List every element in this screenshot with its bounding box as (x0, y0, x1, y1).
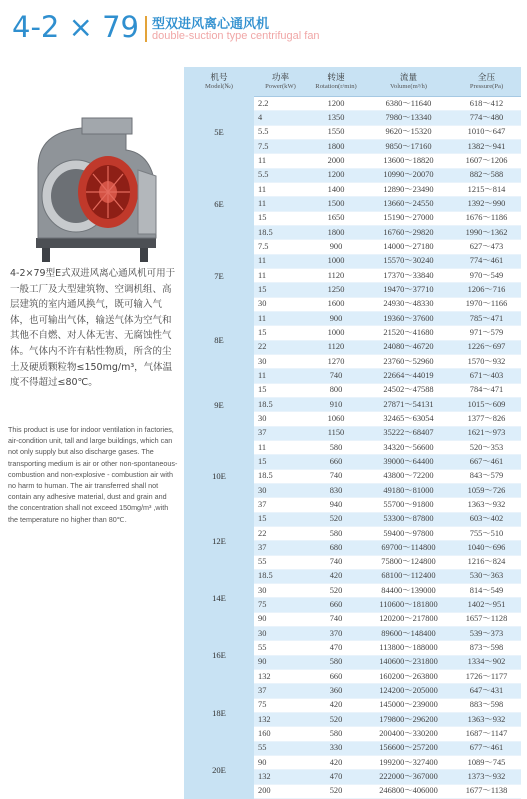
power-cell: 30 (254, 412, 307, 426)
rotation-cell: 580 (307, 655, 365, 669)
model-cell: 9E (184, 369, 254, 441)
model-cell: 18E (184, 684, 254, 741)
rotation-cell: 1060 (307, 412, 365, 426)
power-cell: 18.5 (254, 569, 307, 583)
rotation-cell: 520 (307, 713, 365, 727)
power-cell: 132 (254, 670, 307, 684)
power-cell: 11 (254, 369, 307, 383)
volume-cell: 9620～15320 (365, 125, 452, 139)
pressure-cell: 774～480 (452, 111, 521, 125)
power-cell: 7.5 (254, 139, 307, 153)
volume-cell: 9850～17160 (365, 139, 452, 153)
volume-cell: 68100～112400 (365, 569, 452, 583)
power-cell: 30 (254, 297, 307, 311)
table-row (184, 369, 521, 383)
pressure-cell: 1726～1177 (452, 670, 521, 684)
pressure-cell: 755～510 (452, 526, 521, 540)
rotation-cell: 910 (307, 397, 365, 411)
header-volume (365, 67, 452, 97)
table-row (184, 512, 521, 526)
model-cell: 7E (184, 240, 254, 312)
rotation-cell: 900 (307, 240, 365, 254)
table-row (184, 684, 521, 698)
rotation-cell: 1200 (307, 168, 365, 182)
title-divider (145, 16, 147, 42)
power-cell: 5.5 (254, 125, 307, 139)
table-header-row (184, 67, 521, 97)
volume-cell: 24502～47588 (365, 383, 452, 397)
volume-cell: 12890～23490 (365, 182, 452, 196)
pressure-cell: 1676～1186 (452, 211, 521, 225)
rotation-cell: 1350 (307, 111, 365, 125)
volume-cell: 16760～29820 (365, 225, 452, 239)
pressure-cell: 784～471 (452, 383, 521, 397)
pressure-cell: 1363～932 (452, 713, 521, 727)
volume-cell: 43800～72200 (365, 469, 452, 483)
power-cell: 18.5 (254, 225, 307, 239)
header-volume-en: Volume(m³/h) (389, 82, 428, 90)
power-cell: 11 (254, 311, 307, 325)
rotation-cell: 360 (307, 684, 365, 698)
rotation-cell: 1500 (307, 197, 365, 211)
rotation-cell: 1270 (307, 354, 365, 368)
pressure-cell: 1687～1147 (452, 727, 521, 741)
volume-cell: 15190～27000 (365, 211, 452, 225)
rotation-cell: 1800 (307, 225, 365, 239)
pressure-cell: 667～461 (452, 455, 521, 469)
volume-cell: 199200～327400 (365, 756, 452, 770)
rotation-cell: 740 (307, 469, 365, 483)
rotation-cell: 830 (307, 483, 365, 497)
pressure-cell: 1382～941 (452, 139, 521, 153)
volume-cell: 13600～18820 (365, 154, 452, 168)
power-cell: 18.5 (254, 469, 307, 483)
power-cell: 11 (254, 154, 307, 168)
power-cell: 200 (254, 784, 307, 798)
model-cell: 10E (184, 440, 254, 512)
centrifugal-fan-image (16, 110, 171, 270)
power-cell: 7.5 (254, 240, 307, 254)
power-cell: 75 (254, 698, 307, 712)
volume-cell: 55700～91800 (365, 498, 452, 512)
rotation-cell: 1120 (307, 268, 365, 282)
pressure-cell: 1970～1166 (452, 297, 521, 311)
pressure-cell: 1089～745 (452, 756, 521, 770)
power-cell: 11 (254, 268, 307, 282)
rotation-cell: 370 (307, 627, 365, 641)
volume-cell: 59400～97800 (365, 526, 452, 540)
rotation-cell: 660 (307, 670, 365, 684)
rotation-cell: 740 (307, 369, 365, 383)
rotation-cell: 740 (307, 555, 365, 569)
volume-cell: 6380～11640 (365, 97, 452, 111)
volume-cell: 84400～139000 (365, 584, 452, 598)
header-model-cn: 机号 (210, 71, 228, 82)
pressure-cell: 785～471 (452, 311, 521, 325)
rotation-cell: 330 (307, 741, 365, 755)
power-cell: 22 (254, 526, 307, 540)
pressure-cell: 603～402 (452, 512, 521, 526)
rotation-cell: 520 (307, 784, 365, 798)
pressure-cell: 677～461 (452, 741, 521, 755)
pressure-cell: 1015～609 (452, 397, 521, 411)
power-cell: 132 (254, 713, 307, 727)
power-cell: 132 (254, 770, 307, 784)
rotation-cell: 800 (307, 383, 365, 397)
rotation-cell: 940 (307, 498, 365, 512)
volume-cell: 113800～188000 (365, 641, 452, 655)
model-cell: 5E (184, 97, 254, 169)
rotation-cell: 1150 (307, 426, 365, 440)
volume-cell: 21520～41680 (365, 326, 452, 340)
rotation-cell: 420 (307, 756, 365, 770)
rotation-cell: 1000 (307, 326, 365, 340)
power-cell: 2.2 (254, 97, 307, 111)
rotation-cell: 420 (307, 698, 365, 712)
title-chinese: 型双进风离心通风机 (152, 16, 270, 31)
header-pressure (452, 67, 521, 97)
power-cell: 37 (254, 684, 307, 698)
power-cell: 15 (254, 512, 307, 526)
table-row (184, 240, 521, 254)
volume-cell: 34320～56600 (365, 440, 452, 454)
model-cell: 8E (184, 311, 254, 368)
rotation-cell: 470 (307, 641, 365, 655)
volume-cell: 89600～148400 (365, 627, 452, 641)
header-power-en: Power(kW) (265, 82, 296, 90)
pressure-cell: 970～549 (452, 268, 521, 282)
power-cell: 15 (254, 383, 307, 397)
rotation-cell: 520 (307, 584, 365, 598)
volume-cell: 7980～13340 (365, 111, 452, 125)
pressure-cell: 1040～696 (452, 541, 521, 555)
rotation-cell: 1650 (307, 211, 365, 225)
table-body (184, 97, 521, 799)
power-cell: 30 (254, 483, 307, 497)
rotation-cell: 1400 (307, 182, 365, 196)
pressure-cell: 1570～932 (452, 354, 521, 368)
volume-cell: 24930～48330 (365, 297, 452, 311)
performance-table (184, 67, 521, 799)
power-cell: 37 (254, 541, 307, 555)
pressure-cell: 882～588 (452, 168, 521, 182)
volume-cell: 120200～217800 (365, 612, 452, 626)
header-rotation-en: Rotation(r/min) (315, 82, 357, 90)
volume-cell: 14000～27180 (365, 240, 452, 254)
volume-cell: 200400～330200 (365, 727, 452, 741)
rotation-cell: 1250 (307, 283, 365, 297)
volume-cell: 222000～367000 (365, 770, 452, 784)
pressure-cell: 1677～1138 (452, 784, 521, 798)
table-row (184, 569, 521, 583)
header-rotation (307, 67, 365, 97)
volume-cell: 69700～114800 (365, 541, 452, 555)
description-chinese: 4-2×79型E式双进风离心通风机可用于一般工厂及大型建筑物、空调机组、高层建筑的室内通风换气，既可输入气体，也可输出气体，输送气体为空气和其他不自燃、对人体无害、无腐蚀性气体。气体内不许有粘性物质，所含的尘土及硬质颗粒物≤150mg/m³，气体温度不得超过≤80℃。 (10, 268, 176, 389)
volume-cell: 110600～181800 (365, 598, 452, 612)
table-row (184, 97, 521, 111)
volume-cell: 27871～54131 (365, 397, 452, 411)
volume-cell: 145000～239000 (365, 698, 452, 712)
header (6, 6, 521, 48)
rotation-cell: 1800 (307, 139, 365, 153)
power-cell: 90 (254, 756, 307, 770)
pressure-cell: 843～579 (452, 469, 521, 483)
header-power (254, 67, 307, 97)
volume-cell: 160200～263800 (365, 670, 452, 684)
pressure-cell: 774～461 (452, 254, 521, 268)
volume-cell: 32465～63054 (365, 412, 452, 426)
power-cell: 15 (254, 326, 307, 340)
rotation-cell: 580 (307, 526, 365, 540)
model-cell: 12E (184, 512, 254, 569)
power-cell: 15 (254, 211, 307, 225)
rotation-cell: 580 (307, 440, 365, 454)
power-cell: 37 (254, 498, 307, 512)
pressure-cell: 1657～1128 (452, 612, 521, 626)
header-rotation-cn: 转速 (327, 71, 345, 82)
power-cell: 37 (254, 426, 307, 440)
rotation-cell: 900 (307, 311, 365, 325)
volume-cell: 17370～33840 (365, 268, 452, 282)
pressure-cell: 1226～697 (452, 340, 521, 354)
volume-cell: 19470～37710 (365, 283, 452, 297)
rotation-cell: 660 (307, 455, 365, 469)
table-row (184, 311, 521, 325)
rotation-cell: 420 (307, 569, 365, 583)
model-cell: 16E (184, 627, 254, 684)
power-cell: 15 (254, 455, 307, 469)
pressure-cell: 647～431 (452, 684, 521, 698)
pressure-cell: 627～473 (452, 240, 521, 254)
pressure-cell: 1990～1362 (452, 225, 521, 239)
volume-cell: 140600～231800 (365, 655, 452, 669)
pressure-cell: 814～549 (452, 584, 521, 598)
pressure-cell: 1215～814 (452, 182, 521, 196)
volume-cell: 53300～87800 (365, 512, 452, 526)
table-row (184, 627, 521, 641)
header-volume-cn: 流量 (399, 71, 418, 82)
power-cell: 11 (254, 254, 307, 268)
pressure-cell: 530～363 (452, 569, 521, 583)
volume-cell: 19360～37600 (365, 311, 452, 325)
power-cell: 30 (254, 354, 307, 368)
power-cell: 75 (254, 598, 307, 612)
pressure-cell: 1206～716 (452, 283, 521, 297)
rotation-cell: 470 (307, 770, 365, 784)
header-pressure-cn: 全压 (477, 71, 496, 82)
rotation-cell: 2000 (307, 154, 365, 168)
rotation-cell: 680 (307, 541, 365, 555)
pressure-cell: 1363～932 (452, 498, 521, 512)
table-row (184, 440, 521, 454)
power-cell: 22 (254, 340, 307, 354)
pressure-cell: 539～373 (452, 627, 521, 641)
pressure-cell: 1216～824 (452, 555, 521, 569)
table-row (184, 168, 521, 182)
volume-cell: 24080～46720 (365, 340, 452, 354)
volume-cell: 23760～52960 (365, 354, 452, 368)
pressure-cell: 1607～1206 (452, 154, 521, 168)
table-row (184, 741, 521, 755)
volume-cell: 35222～68407 (365, 426, 452, 440)
power-cell: 15 (254, 283, 307, 297)
rotation-cell: 1600 (307, 297, 365, 311)
power-cell: 11 (254, 440, 307, 454)
rotation-cell: 1200 (307, 97, 365, 111)
power-cell: 11 (254, 182, 307, 196)
volume-cell: 10990～20070 (365, 168, 452, 182)
pressure-cell: 1059～726 (452, 483, 521, 497)
pressure-cell: 971～579 (452, 326, 521, 340)
rotation-cell: 740 (307, 612, 365, 626)
power-cell: 55 (254, 641, 307, 655)
model-cell: 14E (184, 569, 254, 626)
volume-cell: 39000～64400 (365, 455, 452, 469)
power-cell: 30 (254, 627, 307, 641)
power-cell: 55 (254, 741, 307, 755)
volume-cell: 22664～44019 (365, 369, 452, 383)
rotation-cell: 1000 (307, 254, 365, 268)
model-cell: 6E (184, 168, 254, 240)
pressure-cell: 1010～647 (452, 125, 521, 139)
rotation-cell: 1120 (307, 340, 365, 354)
rotation-cell: 520 (307, 512, 365, 526)
rotation-cell: 580 (307, 727, 365, 741)
header-model-en: Model(№) (205, 82, 233, 90)
power-cell: 11 (254, 197, 307, 211)
model-number: 4-2 × 79 (12, 10, 140, 44)
volume-cell: 156600～257200 (365, 741, 452, 755)
pressure-cell: 520～353 (452, 440, 521, 454)
rotation-cell: 660 (307, 598, 365, 612)
power-cell: 90 (254, 655, 307, 669)
model-cell: 20E (184, 741, 254, 798)
pressure-cell: 1392～990 (452, 197, 521, 211)
header-power-cn: 功率 (271, 71, 290, 82)
power-cell: 55 (254, 555, 307, 569)
volume-cell: 15570～30240 (365, 254, 452, 268)
power-cell: 30 (254, 584, 307, 598)
pressure-cell: 1621～973 (452, 426, 521, 440)
volume-cell: 246800～406000 (365, 784, 452, 798)
volume-cell: 124200～205000 (365, 684, 452, 698)
pressure-cell: 873～598 (452, 641, 521, 655)
power-cell: 18.5 (254, 397, 307, 411)
power-cell: 4 (254, 111, 307, 125)
rotation-cell: 1550 (307, 125, 365, 139)
volume-cell: 13660～24550 (365, 197, 452, 211)
description-english: This product is use for indoor ventilation in factories, air-condition unit, tall and large buildings, which can not only supply but also discharge gases. The transporting medium is air or other non-spontaneous-combustion and non-explosive - combustion air with no harm to human. The air transferred shall not contain any adhesive material, dust and grain and the concentration shall not exceed 150mg/m³ ,with the temperature no higher than 80℃. (8, 425, 178, 524)
pressure-cell: 1402～951 (452, 598, 521, 612)
power-cell: 160 (254, 727, 307, 741)
pressure-cell: 1373～932 (452, 770, 521, 784)
pressure-cell: 883～598 (452, 698, 521, 712)
volume-cell: 75800～124800 (365, 555, 452, 569)
header-model (184, 67, 254, 97)
pressure-cell: 671～403 (452, 369, 521, 383)
volume-cell: 49180～81000 (365, 483, 452, 497)
power-cell: 5.5 (254, 168, 307, 182)
power-cell: 90 (254, 612, 307, 626)
header-pressure-en: Pressure(Pa) (469, 82, 504, 90)
title-english: double-suction type centrifugal fan (152, 30, 320, 42)
pressure-cell: 618～412 (452, 97, 521, 111)
pressure-cell: 1334～902 (452, 655, 521, 669)
pressure-cell: 1377～826 (452, 412, 521, 426)
volume-cell: 179800～296200 (365, 713, 452, 727)
